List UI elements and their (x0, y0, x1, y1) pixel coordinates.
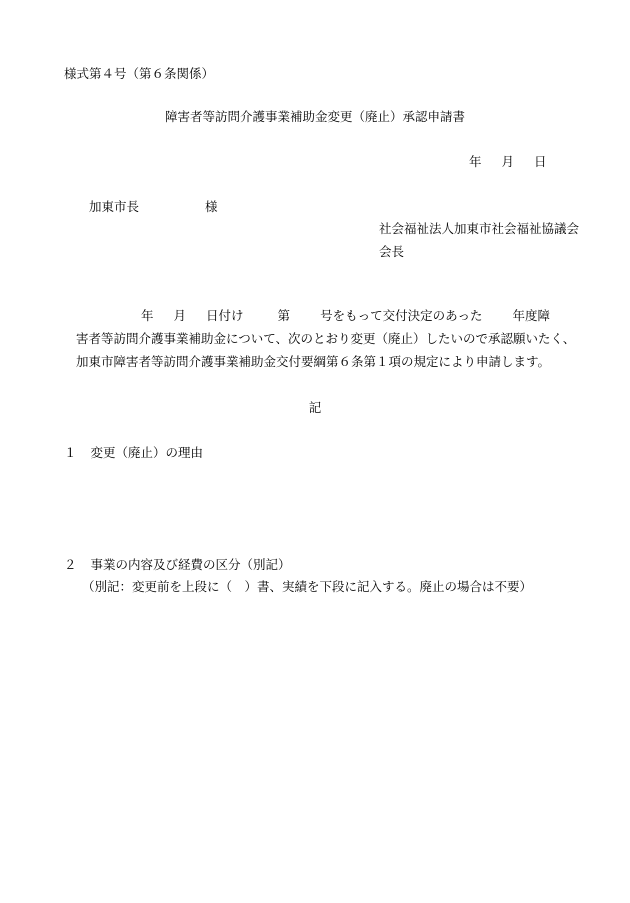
addressee-honorific: 様 (205, 199, 218, 214)
section-1-number: １ (64, 445, 77, 460)
section-2-note: （別記：変更前を上段に（ ）書、実績を下段に記入する。廃止の場合は不要） (82, 579, 533, 594)
section-2 (64, 557, 291, 572)
addressee-name: 加東市長 (89, 199, 140, 214)
date-month-label: 月 (501, 154, 515, 169)
form-number: 様式第４号（第６条関係） (64, 66, 215, 81)
date-line (469, 154, 547, 169)
section-1-title: 変更（廃止）の理由 (90, 445, 204, 460)
body-year-label: 年 (141, 308, 154, 323)
section-1 (64, 445, 203, 460)
section-2-title: 事業の内容及び経費の区分（別記） (90, 557, 291, 572)
section-2-number: ２ (64, 557, 77, 572)
ki-heading: 記 (308, 400, 322, 415)
body-line-2: 害者等訪問介護事業補助金について、次のとおり変更（廃止）したいので承認願いたく、 (76, 331, 576, 346)
body-fiscal-year-text: 年度障 (512, 308, 550, 323)
body-decision-text: 号をもって交付決定のあった (320, 308, 483, 323)
document-title: 障害者等訪問介護事業補助金変更（廃止）承認申請書 (164, 109, 465, 124)
body-line-1 (76, 308, 550, 323)
date-year-label: 年 (469, 154, 482, 169)
applicant-organization: 社会福祉法人加東市社会福祉協議会 (379, 221, 580, 236)
body-line-3: 加東市障害者等訪問介護事業補助金交付要綱第６条第１項の規定により申請します。 (76, 354, 551, 369)
date-day-label: 日 (534, 154, 547, 169)
body-month-label: 月 (173, 308, 187, 323)
addressee (89, 199, 218, 214)
body-date-label: 日付け (206, 308, 244, 323)
applicant-title: 会長 (379, 244, 405, 259)
body-dai-label: 第 (277, 308, 291, 323)
